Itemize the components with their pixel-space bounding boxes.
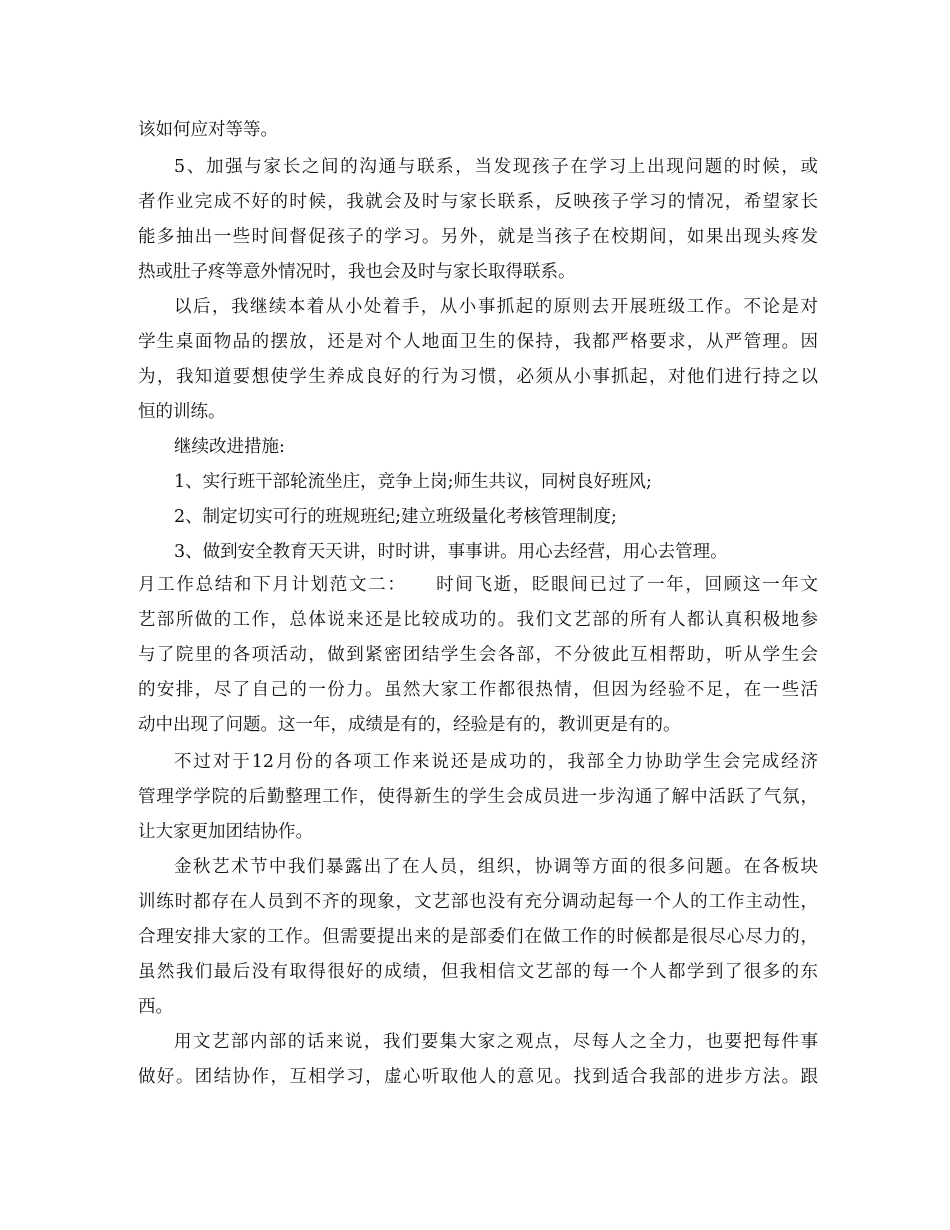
text-line: 做好。团结协作，互相学习，虚心听取他人的意见。找到适合我部的进步方法。跟 (138, 1067, 818, 1087)
text-line: 1、实行班干部轮流坐庄，竞争上岗;师生共议，同树良好班风; (174, 472, 652, 492)
text-line: 2、制定切实可行的班规班纪;建立班级量化考核管理制度; (174, 507, 617, 527)
text-line: 与了院里的各项活动，做到紧密团结学生会各部，不分彼此互相帮助，听从学生会 (138, 645, 818, 665)
text-line: 月工作总结和下月计划范文二： 时间飞逝，眨眼间已过了一年，回顾这一年文 (138, 575, 818, 595)
text-line: 让大家更加团结协作。 (138, 822, 313, 842)
text-line: 该如何应对等等。 (138, 120, 278, 140)
text-line: 学生桌面物品的摆放，还是对个人地面卫生的保持，我都严格要求，从严管理。因 (138, 332, 818, 352)
text-line: 恒的训练。 (138, 402, 226, 422)
text-line: 用文艺部内部的话来说，我们要集大家之观点，尽每人之全力，也要把每件事 (174, 1032, 818, 1052)
text-line: 虽然我们最后没有取得很好的成绩，但我相信文艺部的每一个人都学到了很多的东 (138, 962, 818, 982)
text-line: 热或肚子疼等意外情况时，我也会及时与家长取得联系。 (138, 262, 576, 282)
text-line: 以后，我继续本着从小处着手，从小事抓起的原则去开展班级工作。不论是对 (174, 297, 818, 317)
text-line: 5、加强与家长之间的沟通与联系，当发现孩子在学习上出现问题的时候，或 (174, 157, 818, 177)
text-line: 动中出现了问题。这一年，成绩是有的，经验是有的，教训更是有的。 (138, 715, 681, 735)
text-line: 金秋艺术节中我们暴露出了在人员，组织，协调等方面的很多问题。在各板块 (174, 857, 818, 877)
text-line: 者作业完成不好的时候，我就会及时与家长联系，反映孩子学习的情况，希望家长 (138, 192, 818, 212)
text-line: 管理学学院的后勤整理工作，使得新生的学生会成员进一步沟通了解中活跃了气氛， (138, 787, 818, 807)
text-line: 的安排，尽了自己的一份力。虽然大家工作都很热情，但因为经验不足，在一些活 (138, 680, 818, 700)
text-line: 3、做到安全教育天天讲，时时讲，事事讲。用心去经营，用心去管理。 (174, 542, 728, 562)
text-line: 西。 (138, 997, 173, 1017)
text-line: 继续改进措施: (174, 437, 285, 457)
text-line: 能多抽出一些时间督促孩子的学习。另外，就是当孩子在校期间，如果出现头疼发 (138, 227, 818, 247)
text-line: 艺部所做的工作，总体说来还是比较成功的。我们文艺部的所有人都认真积极地参 (138, 610, 818, 630)
text-line: 不过对于12月份的各项工作来说还是成功的，我部全力协助学生会完成经济 (174, 752, 818, 772)
text-line: 训练时都存在人员到不齐的现象，文艺部也没有充分调动起每一个人的工作主动性， (138, 892, 818, 912)
text-line: 为，我知道要想使学生养成良好的行为习惯，必须从小事抓起，对他们进行持之以 (138, 367, 818, 387)
text-line: 合理安排大家的工作。但需要提出来的是部委们在做工作的时候都是很尽心尽力的， (138, 927, 818, 947)
